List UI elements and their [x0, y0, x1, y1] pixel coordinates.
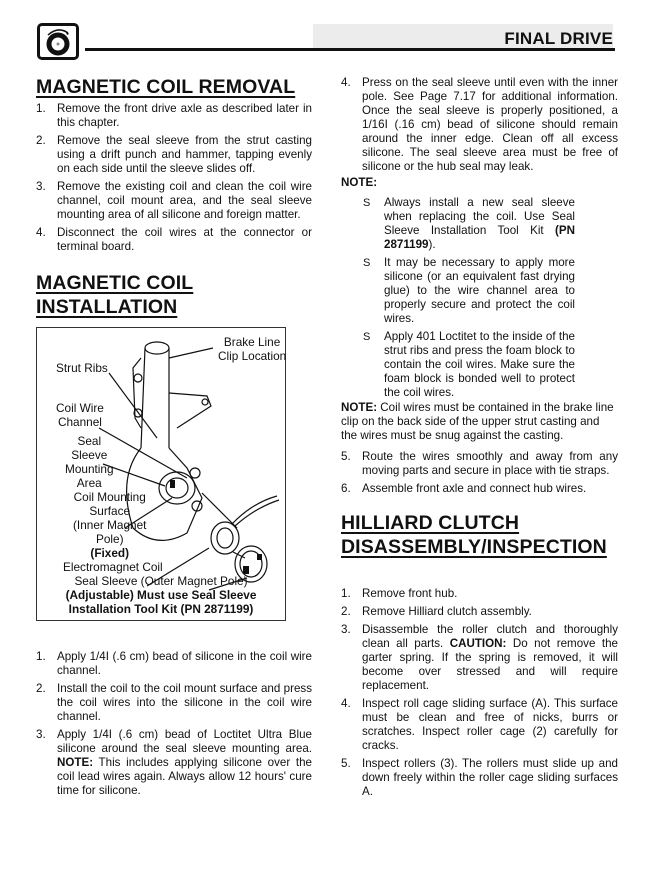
installation-steps-cont: [341, 76, 618, 178]
list-item: 1. Remove front hub.: [341, 587, 458, 600]
removal-steps: [36, 102, 312, 258]
installation-heading-line2: INSTALLATION: [36, 296, 178, 318]
list-item: 5. Inspect rollers (3). The rollers must slide up and down freely within the roller cage sliding surfaces A.: [341, 757, 618, 798]
list-item: S It may be necessary to apply more silicone (or an equivalent fast drying glue) to the wire channel area to properly secure and protect the coil wires.: [363, 256, 575, 325]
section-title: FINAL DRIVE: [504, 29, 613, 48]
label-brake-line: Brake Line Clip Location: [218, 335, 287, 363]
list-item: 2. Remove the seal sleeve from the strut casting using a drift punch and hammer, tapping evenly on each side until the sleeve slides off.: [36, 134, 312, 175]
coil-installation-figure: [36, 327, 286, 621]
list-item: 3. Disassemble the roller clutch and thoroughly clean all parts. CAUTION: Do not remove the garter spring. If the spring is removed, it will become over stressed and will require replacement.: [341, 623, 618, 692]
final-drive-wheel-icon: [37, 23, 79, 60]
hilliard-heading-line1: HILLIARD CLUTCH: [341, 512, 520, 534]
label-coil-mounting-surface: Coil Mounting Surface (Inner Magnet Pole) (Fixed): [73, 490, 147, 560]
list-item: 6. Assemble front axle and connect hub wires.: [341, 482, 587, 495]
note-heading: NOTE:: [341, 176, 378, 189]
hilliard-heading-line2: DISASSEMBLY/INSPECTION: [341, 536, 607, 558]
label-strut-ribs: Strut Ribs: [56, 361, 108, 375]
installation-heading-line1: MAGNETIC COIL: [36, 272, 194, 294]
list-item: 2. Install the coil to the coil mount surface and press the coil wires into the silicone in the coil wire channel.: [36, 682, 312, 723]
list-item: 2. Remove Hilliard clutch assembly.: [341, 605, 532, 618]
list-item: 4. Inspect roll cage sliding surface (A). This surface must be clean and free of nicks, burrs or scratches. Inspect roller cage (2) carefully for cracks.: [341, 697, 618, 752]
label-coil-wire-channel: Coil Wire Channel: [56, 401, 104, 429]
list-item: 1. Remove the front drive axle as described later in this chapter.: [36, 102, 312, 129]
hilliard-steps: [341, 587, 618, 803]
label-seal-sleeve: Seal Sleeve (Outer Magnet Pole) (Adjustable) Must use Seal Sleeve Installation Tool Kit (PN 2871199): [65, 574, 257, 616]
installation-steps-final: [341, 450, 618, 500]
coil-wires-note: NOTE: Coil wires must be contained in the brake line clip on the back side of the upper strut casting and the wires must be snug against the casting.: [341, 401, 614, 442]
list-item: S Always install a new seal sleeve when replacing the coil. Use Seal Sleeve Installation Tool Kit (PN 2871199).: [363, 196, 575, 251]
list-item: S Apply 401 Loctitet to the inside of the strut ribs and press the foam block to contain the coil wires. Make sure the foam block is bonded well to protect the coil wires.: [363, 330, 575, 399]
removal-heading: MAGNETIC COIL REMOVAL: [36, 76, 296, 98]
list-item: 1. Apply 1/4I (.6 cm) bead of silicone in the coil wire channel.: [36, 650, 312, 677]
list-item: 4. Disconnect the coil wires at the connector or terminal board.: [36, 226, 312, 253]
list-item: 3. Apply 1/4I (.6 cm) bead of Loctitet Ultra Blue silicone around the seal sleeve mounting area. NOTE: This includes applying silicone over the coil lead wires again. Always allow 12 hours' cure time for silicone.: [36, 728, 312, 797]
note-bullets: [341, 196, 618, 404]
label-seal-sleeve-mounting: Seal Sleeve Mounting Area: [65, 434, 114, 490]
list-item: 5. Route the wires smoothly and away from any moving parts and secure in place with tie straps.: [341, 450, 618, 477]
installation-steps: [36, 650, 312, 802]
list-item: 4. Press on the seal sleeve until even with the inner pole. See Page 7.17 for additional information. Once the seal sleeve is properly positioned, a 1/16I (.16 cm) bead of silicone should remain around the inner edge. Clean off all excess silicone. The seal sleeve area must be free of silicone or the hub seal may leak.: [341, 76, 618, 173]
list-item: 3. Remove the existing coil and clean the coil wire channel, coil mount area, and the seal sleeve mounting area of all silicone and foreign matter.: [36, 180, 312, 221]
label-electromagnet-coil: Electromagnet Coil: [63, 560, 163, 574]
